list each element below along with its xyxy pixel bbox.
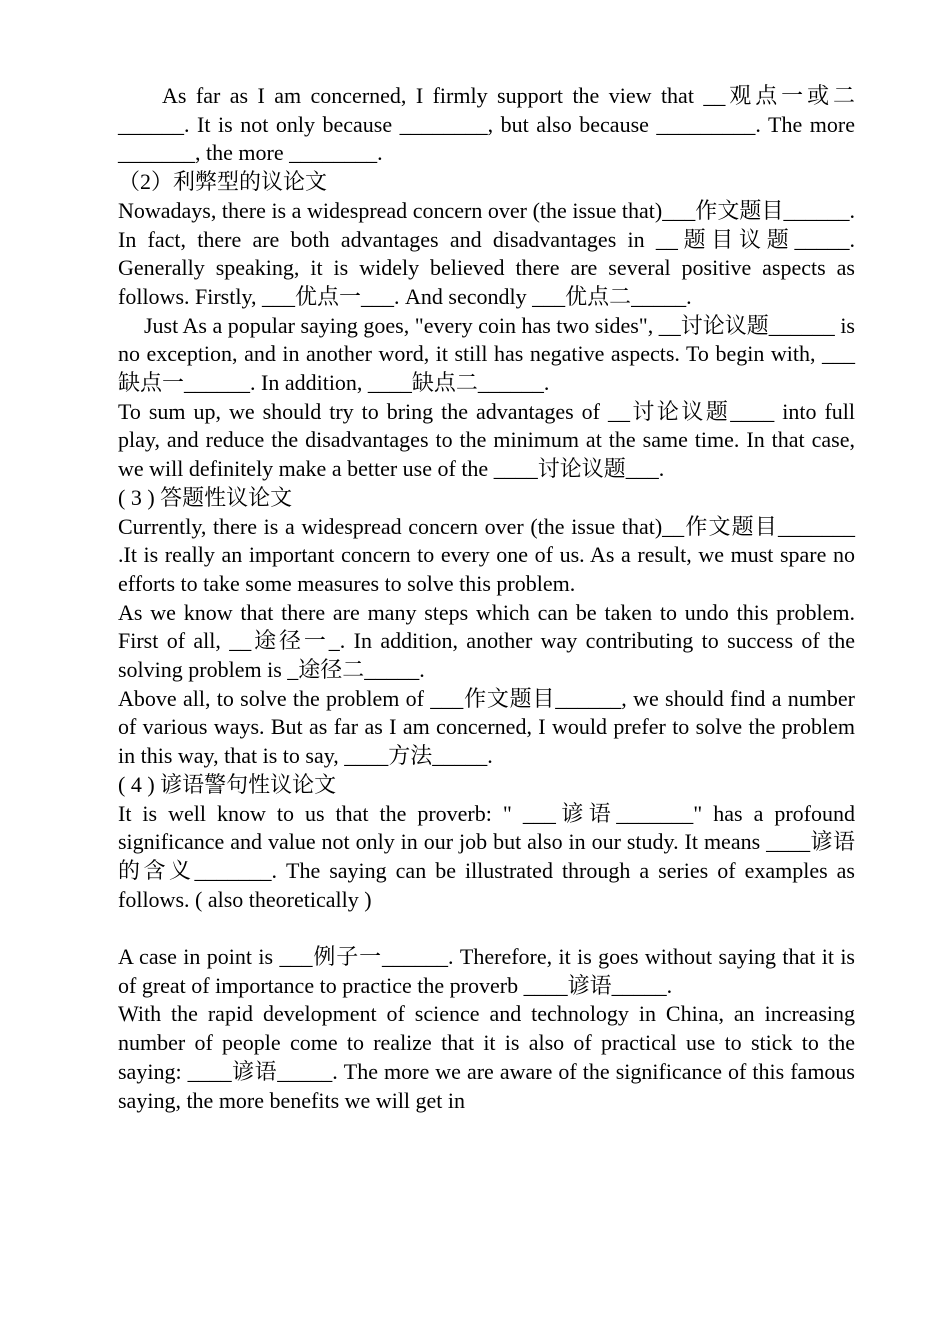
paragraph-above-all: Above all, to solve the problem of ___作文题目______, we should find a number of various ways. But as far as I am concerned, I would prefer to solve the problem in this way, that is to say, ____方法_____. — [118, 685, 855, 769]
paragraph-widespread-concern: Nowadays, there is a widespread concern over (the issue that)___作文题目______. In fact, there are both advantages and disadvantages in __题目议题_____. Generally speaking, it is widely believed there are several positive aspects as follows. Firstly, ___优点一___. And secondly ___优点二_____. — [118, 197, 855, 309]
blank-line — [118, 914, 855, 943]
document-page — [118, 82, 855, 1115]
paragraph-opinion-support: As far as I am concerned, I firmly support the view that __观点一或二______. It is not only because ________, but also because _________. The more _______, the more ________. — [118, 83, 855, 166]
heading-proverb-essay: ( 4 ) 谚语警句性议论文 — [118, 771, 337, 797]
paragraph-proverb-intro: It is well know to us that the proverb: " ___谚语_______" has a profound significance and value not only in our job but also in our study. It means ____谚语的含义_______. The saying can be illustrated through a series of examples as follows. ( also theoretically ) — [118, 800, 855, 912]
heading-problem-solution-essay: ( 3 ) 答题性议论文 — [118, 484, 293, 510]
paragraph-coin-two-sides: Just As a popular saying goes, "every coin has two sides", __讨论议题______ is no exception, and in another word, it still has negative aspects. To begin with, ___缺点一______. In addition, ____缺点二______. — [118, 312, 855, 396]
paragraph-sum-up: To sum up, we should try to bring the advantages of __讨论议题____ into full play, and reduce the disadvantages to the minimum at the same time. In that case, we will definitely make a better use of the ____讨论议题___. — [118, 398, 855, 482]
paragraph-currently-concern: Currently, there is a widespread concern over (the issue that)__作文题目_______ .It is really an important concern to every one of us. As a result, we must spare no efforts to take some measures to solve this problem. — [118, 513, 855, 596]
heading-pros-cons-essay: （2）利弊型的议论文 — [118, 169, 328, 195]
paragraph-rapid-development: With the rapid development of science and technology in China, an increasing number of people come to realize that it is also of practical use to stick to the saying: ____谚语_____. The more we are aware of the significance of this famous saying, the more benefits we will get in — [118, 1001, 855, 1113]
paragraph-case-in-point: A case in point is ___例子一______. Therefore, it is goes without saying that it is of great of importance to practice the proverb ____谚语_____. — [118, 944, 855, 998]
paragraph-steps-undo-problem: As we know that there are many steps which can be taken to undo this problem. First of all, __途径一_. In addition, another way contributing to success of the solving problem is _途径二_____. — [118, 599, 855, 683]
